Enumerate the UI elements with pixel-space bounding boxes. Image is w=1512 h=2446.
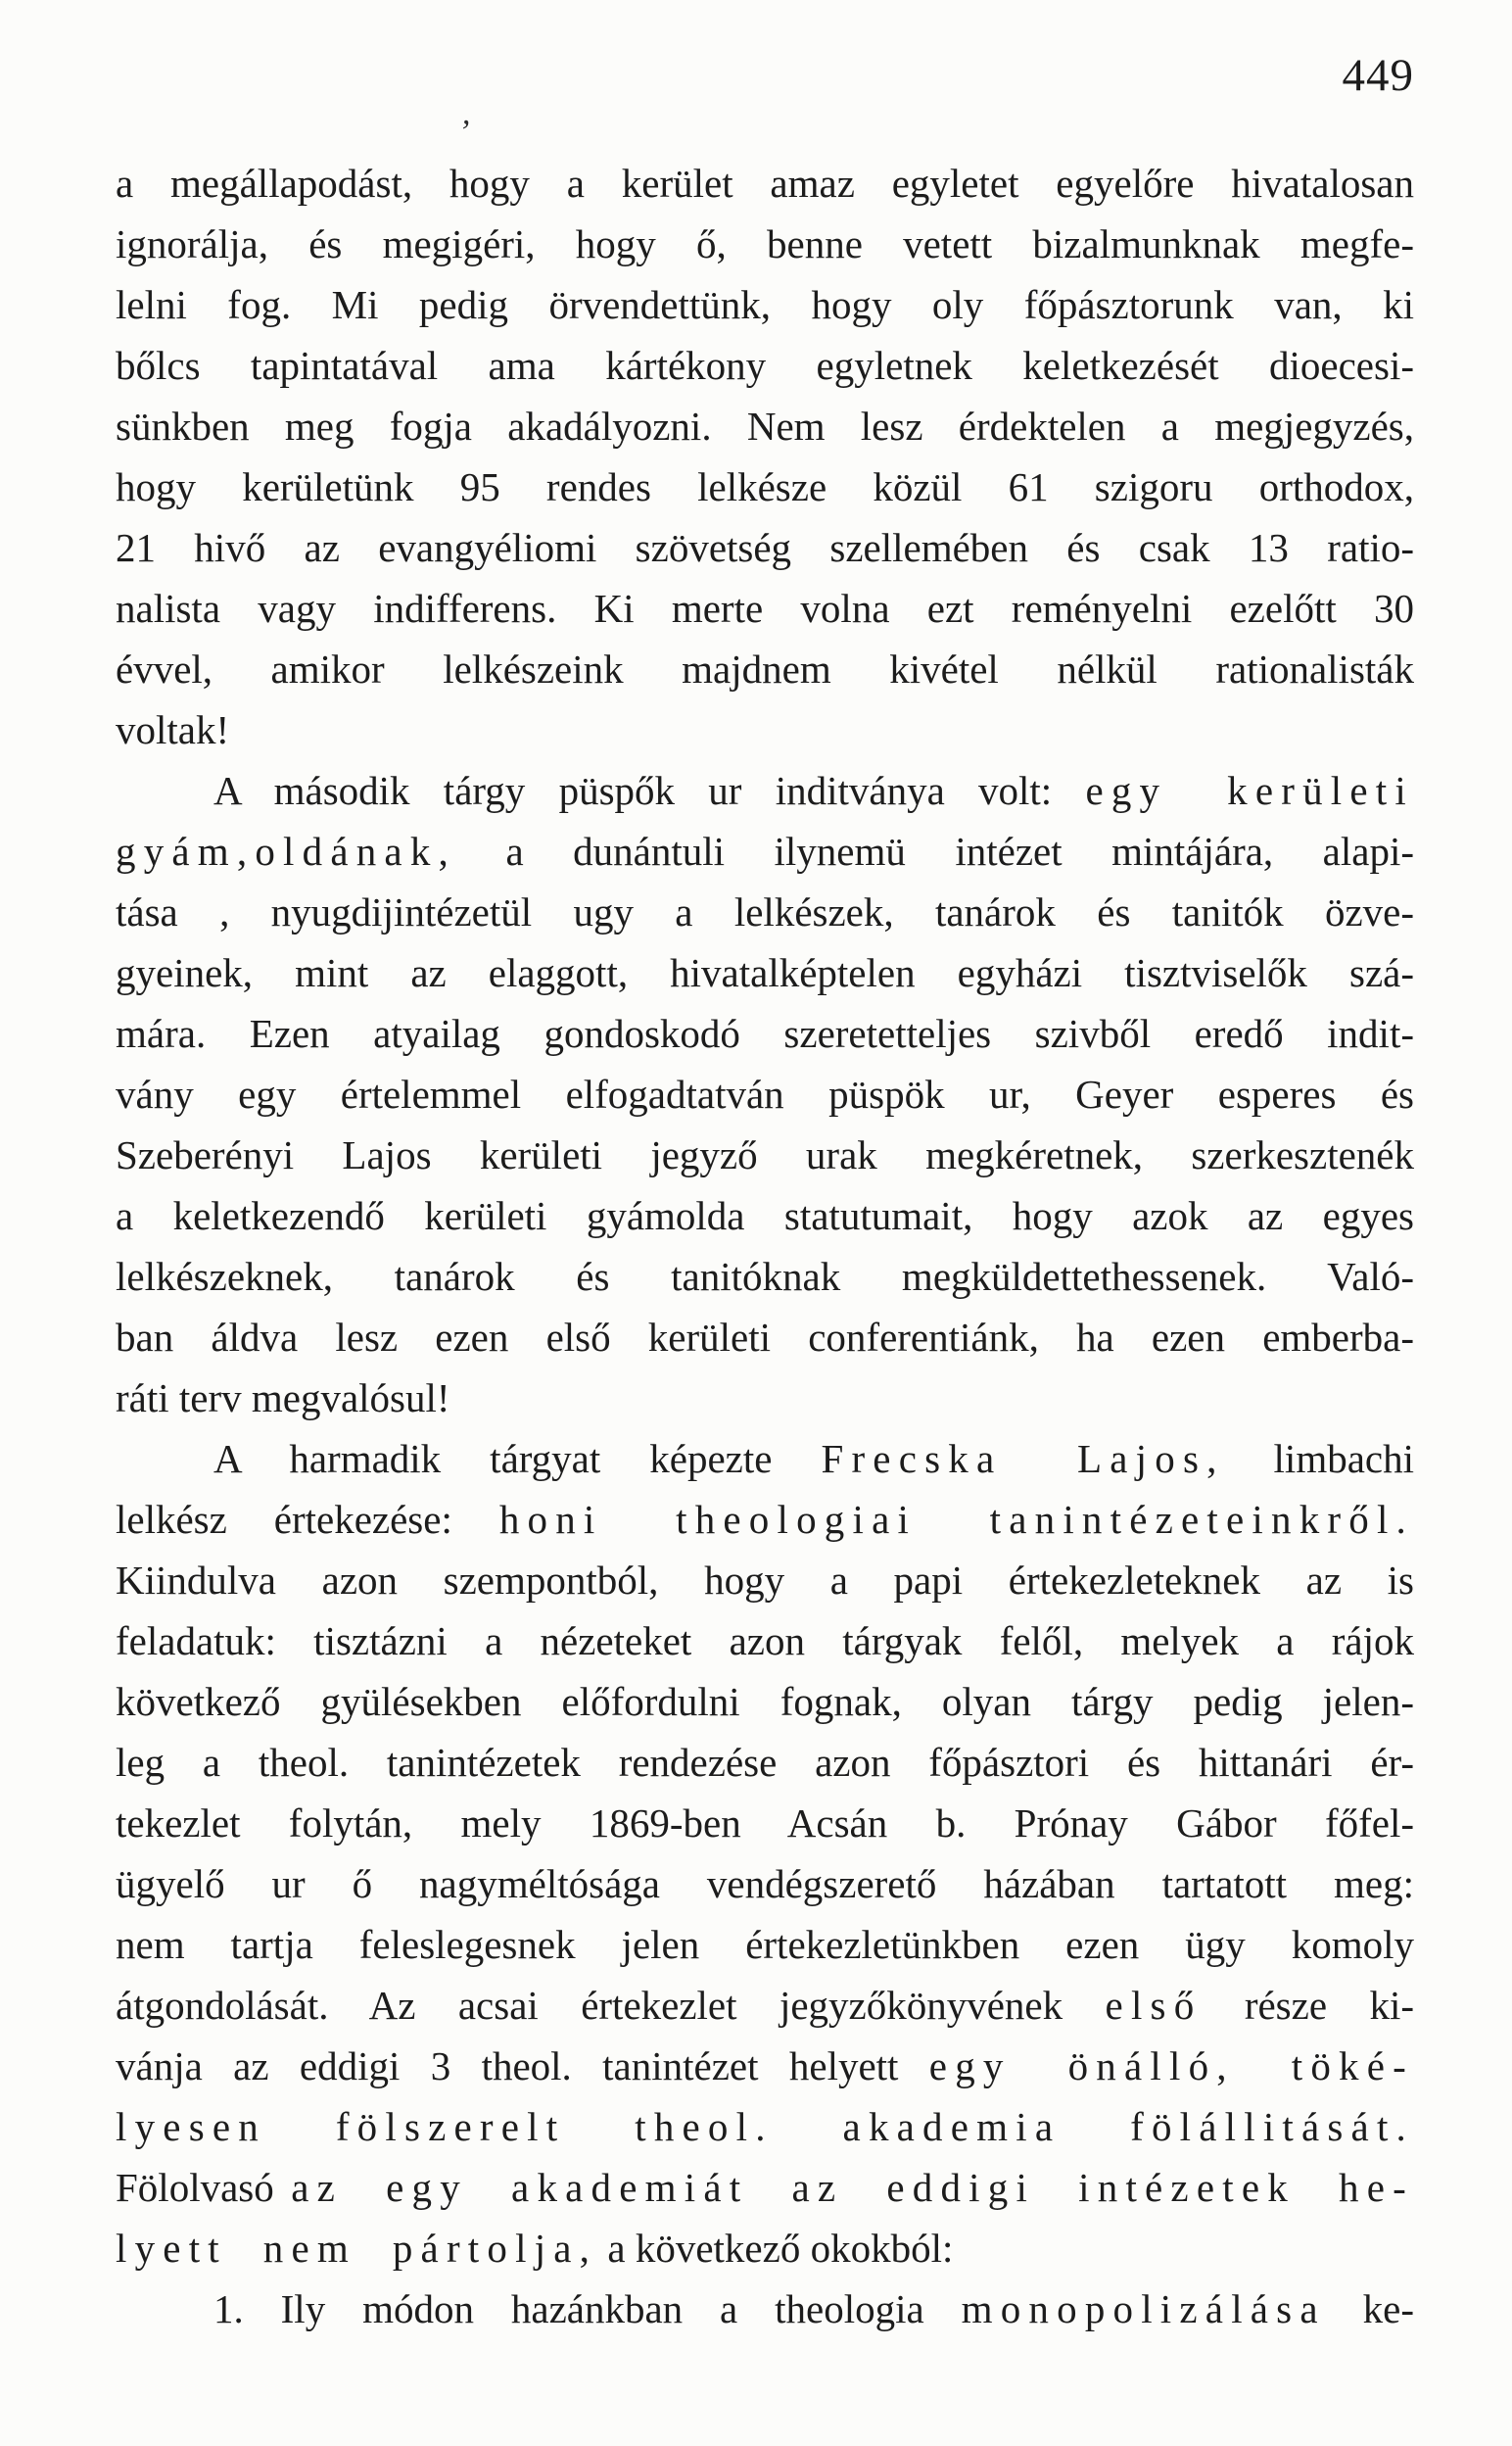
text-line <box>116 153 1414 214</box>
text-segment: limbachi <box>1224 1436 1415 1481</box>
text-line <box>116 1367 1414 1428</box>
text-segment: bőlcs tapintatával ama kártékony egyletnek keletkezését dioecesi- <box>116 343 1414 388</box>
emphasized-text-segment: honi theologiai tanintézeteinkről. <box>498 1497 1414 1542</box>
emphasized-text-segment: Frecska Lajos, <box>821 1436 1225 1481</box>
text-segment: lelkészeknek, tanárok és tanitóknak megküldettethessenek. Való- <box>116 1254 1414 1299</box>
text-segment: nem tartja feleslegesnek jelen értekezletünkben ezen ügy komoly <box>116 1922 1414 1967</box>
text-line <box>116 2157 1414 2218</box>
text-segment: vánja az eddigi 3 theol. tanintézet helyett <box>116 2043 929 2088</box>
text-segment: 21 hivő az evangyéliomi szövetség szellemében és csak 13 ratio- <box>116 525 1414 570</box>
text-line <box>116 699 1414 760</box>
text-segment: hogy kerületünk 95 rendes lelkésze közül 61 szigoru orthodox, <box>116 464 1414 509</box>
text-line <box>116 1064 1414 1125</box>
emphasized-text-segment: monopolizálása <box>961 2286 1326 2331</box>
emphasized-text-segment: egy kerületi <box>1085 768 1414 813</box>
text-segment: ke- <box>1325 2286 1414 2331</box>
text-line <box>116 456 1414 517</box>
text-line <box>116 1489 1414 1550</box>
text-line <box>116 1610 1414 1671</box>
text-line <box>116 1246 1414 1307</box>
text-line <box>116 335 1414 396</box>
text-line <box>116 1914 1414 1975</box>
text-line <box>116 1185 1414 1246</box>
emphasized-text-segment: lyesen fölszerelt theol. akademia fölállitását. <box>116 2104 1414 2149</box>
text-line <box>116 396 1414 456</box>
text-line <box>116 274 1414 335</box>
text-segment: évvel, amikor lelkészeink majdnem kivétel nélkül rationalisták <box>116 647 1414 692</box>
text-segment: A második tárgy püspők ur inditványa volt: <box>213 768 1086 813</box>
text-segment: 1. Ily módon hazánkban a theologia <box>213 2286 962 2331</box>
text-line <box>116 1671 1414 1732</box>
text-line <box>116 821 1414 882</box>
text-segment: ügyelő ur ő nagyméltósága vendégszerető házában tartatott meg: <box>116 1861 1414 1906</box>
emphasized-text-segment: az egy akademiát az eddigi intézetek he- <box>291 2165 1414 2210</box>
text-segment: nalista vagy indifferens. Ki merte volna ezt reményelni ezelőtt 30 <box>116 586 1414 631</box>
stray-ink-mark: ’ <box>458 114 470 150</box>
text-line <box>116 1550 1414 1610</box>
text-segment: tása , nyugdijintézetül ugy a lelkészek, tanárok és tanitók özve- <box>116 889 1414 935</box>
page-number: 449 <box>1342 50 1414 101</box>
text-segment: ráti terv megvalósul! <box>116 1375 450 1420</box>
text-line <box>116 1125 1414 1185</box>
text-segment: Fölolvasó <box>116 2165 292 2210</box>
text-segment: ignorálja, és megigéri, hogy ő, benne vetett bizalmunknak megfe- <box>116 221 1414 266</box>
text-line <box>116 639 1414 699</box>
text-line <box>116 578 1414 639</box>
text-segment: leg a theol. tanintézetek rendezése azon főpásztori és hittanári ér- <box>116 1740 1414 1785</box>
emphasized-text-segment: lyett nem pártolja, <box>116 2226 598 2271</box>
text-line <box>116 1853 1414 1914</box>
text-line <box>116 517 1414 578</box>
text-segment: vány egy értelemmel elfogadtatván püspök ur, Geyer esperes és <box>116 1072 1414 1117</box>
text-line <box>116 1975 1414 2036</box>
text-segment: Szeberényi Lajos kerületi jegyző urak megkéretnek, szerkesztenék <box>116 1132 1414 1177</box>
text-line <box>116 1732 1414 1793</box>
text-line <box>116 1428 1414 1489</box>
text-segment: tekezlet folytán, mely 1869-ben Acsán b. Prónay Gábor főfel- <box>116 1800 1414 1846</box>
emphasized-text-segment: egy önálló, töké- <box>928 2043 1414 2088</box>
emphasized-text-segment: első <box>1105 1983 1203 2028</box>
text-segment: átgondolását. Az acsai értekezlet jegyzőkönyvének <box>116 1983 1106 2028</box>
text-line <box>116 2036 1414 2096</box>
text-line <box>116 2278 1414 2339</box>
text-segment: a keletkezendő kerületi gyámolda statutumait, hogy azok az egyes <box>116 1193 1414 1238</box>
text-segment: a megállapodást, hogy a kerület amaz egyletet egyelőre hivatalosan <box>116 161 1414 206</box>
text-segment: A harmadik tárgyat képezte <box>213 1436 822 1481</box>
text-segment: lelni fog. Mi pedig örvendettünk, hogy oly főpásztorunk van, ki <box>116 282 1414 327</box>
text-segment: feladatuk: tisztázni a nézeteket azon tárgyak felől, melyek a rájok <box>116 1618 1414 1663</box>
text-segment: voltak! <box>116 707 230 752</box>
text-line <box>116 1793 1414 1853</box>
text-segment: mára. Ezen atyailag gondoskodó szeretetteljes szivből eredő indit- <box>116 1011 1414 1056</box>
text-segment: gyeinek, mint az elaggott, hivatalképtelen egyházi tisztviselők szá- <box>116 950 1414 995</box>
text-segment: lelkész értekezése: <box>116 1497 499 1542</box>
text-line <box>116 2218 1414 2278</box>
text-segment: a következő okokból: <box>597 2226 954 2271</box>
emphasized-text-segment: gyám,oldának, <box>116 829 456 874</box>
text-block <box>116 153 1414 2339</box>
text-line <box>116 882 1414 942</box>
text-line <box>116 1307 1414 1367</box>
text-segment: része ki- <box>1202 1983 1414 2028</box>
text-line <box>116 1003 1414 1064</box>
text-line <box>116 760 1414 821</box>
text-line <box>116 2096 1414 2157</box>
text-segment: a dunántuli ilynemü intézet mintájára, alapi- <box>455 829 1414 874</box>
text-segment: következő gyülésekben előfordulni fognak, olyan tárgy pedig jelen- <box>116 1679 1414 1724</box>
text-segment: ban áldva lesz ezen első kerületi conferentiánk, ha ezen emberba- <box>116 1315 1414 1360</box>
text-line <box>116 942 1414 1003</box>
text-segment: Kiindulva azon szempontból, hogy a papi értekezleteknek az is <box>116 1558 1414 1603</box>
text-segment: sünkben meg fogja akadályozni. Nem lesz érdektelen a megjegyzés, <box>116 404 1414 449</box>
text-line <box>116 214 1414 274</box>
